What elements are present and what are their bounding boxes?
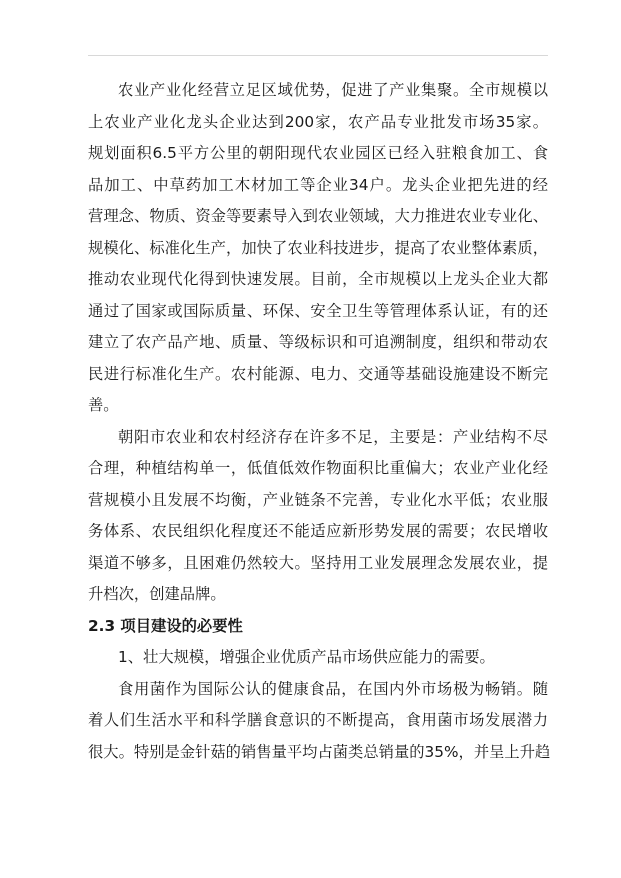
page-header-rule	[88, 55, 548, 56]
paragraph-line: 营规模小且发展不均衡，产业链条不完善，专业化水平低；农业服	[88, 490, 548, 509]
list-item-1: 1、壮大规模，增强企业优质产品市场供应能力的需要。	[118, 648, 495, 666]
paragraph-line: 规划面积6.5平方公里的朝阳现代农业园区已经入驻粮食加工、食	[88, 144, 548, 162]
paragraph-line: 营理念、物质、资金等要素导入到农业领域，大力推进农业专业化、	[88, 207, 548, 225]
paragraph-line: 升档次，创建品牌。	[88, 585, 226, 603]
document-page	[88, 75, 551, 768]
section-heading: 2.3 项目建设的必要性	[88, 616, 243, 635]
paragraph-line: 善。	[88, 396, 119, 414]
paragraph-line: 上农业产业化龙头企业达到200家，农产品专业批发市场35家。	[88, 112, 548, 131]
paragraph-line: 着人们生活水平和科学膳食意识的不断提高，食用菌市场发展潜力	[88, 711, 548, 729]
paragraph-line: 务体系、农民组织化程度还不能适应新形势发展的需要；农民增收	[88, 522, 548, 540]
paragraph-line: 合理，种植结构单一，低值低效作物面积比重偏大；农业产业化经	[88, 459, 548, 477]
paragraph-1	[88, 75, 548, 422]
paragraph-line: 通过了国家或国际质量、环保、安全卫生等管理体系认证，有的还	[88, 301, 548, 320]
paragraph-line: 民进行标准化生产。农村能源、电力、交通等基础设施建设不断完	[88, 364, 548, 383]
paragraph-line: 推动农业现代化得到快速发展。目前，全市规模以上龙头企业大都	[88, 270, 548, 288]
paragraph-line: 很大。特别是金针菇的销售量平均占菌类总销量的35%，并呈上升趋	[88, 742, 551, 761]
paragraph-line: 食用菌作为国际公认的健康食品，在国内外市场极为畅销。随	[118, 679, 548, 698]
paragraph-line: 农业产业化经营立足区域优势，促进了产业集聚。全市规模以	[118, 81, 548, 99]
paragraph-line: 建立了农产品产地、质量、等级标识和可追溯制度，组织和带动农	[88, 333, 548, 351]
paragraph-line: 品加工、中草药加工木材加工等企业34户。龙头企业把先进的经	[88, 175, 548, 194]
paragraph-line: 规模化、标准化生产，加快了农业科技进步，提高了农业整体素质，	[88, 238, 548, 257]
paragraph-3	[88, 674, 551, 769]
paragraph-line: 朝阳市农业和农村经济存在许多不足，主要是：产业结构不尽	[118, 427, 548, 446]
paragraph-2	[88, 422, 548, 611]
paragraph-line: 渠道不够多，且困难仍然较大。坚持用工业发展理念发展农业，提	[88, 553, 548, 572]
